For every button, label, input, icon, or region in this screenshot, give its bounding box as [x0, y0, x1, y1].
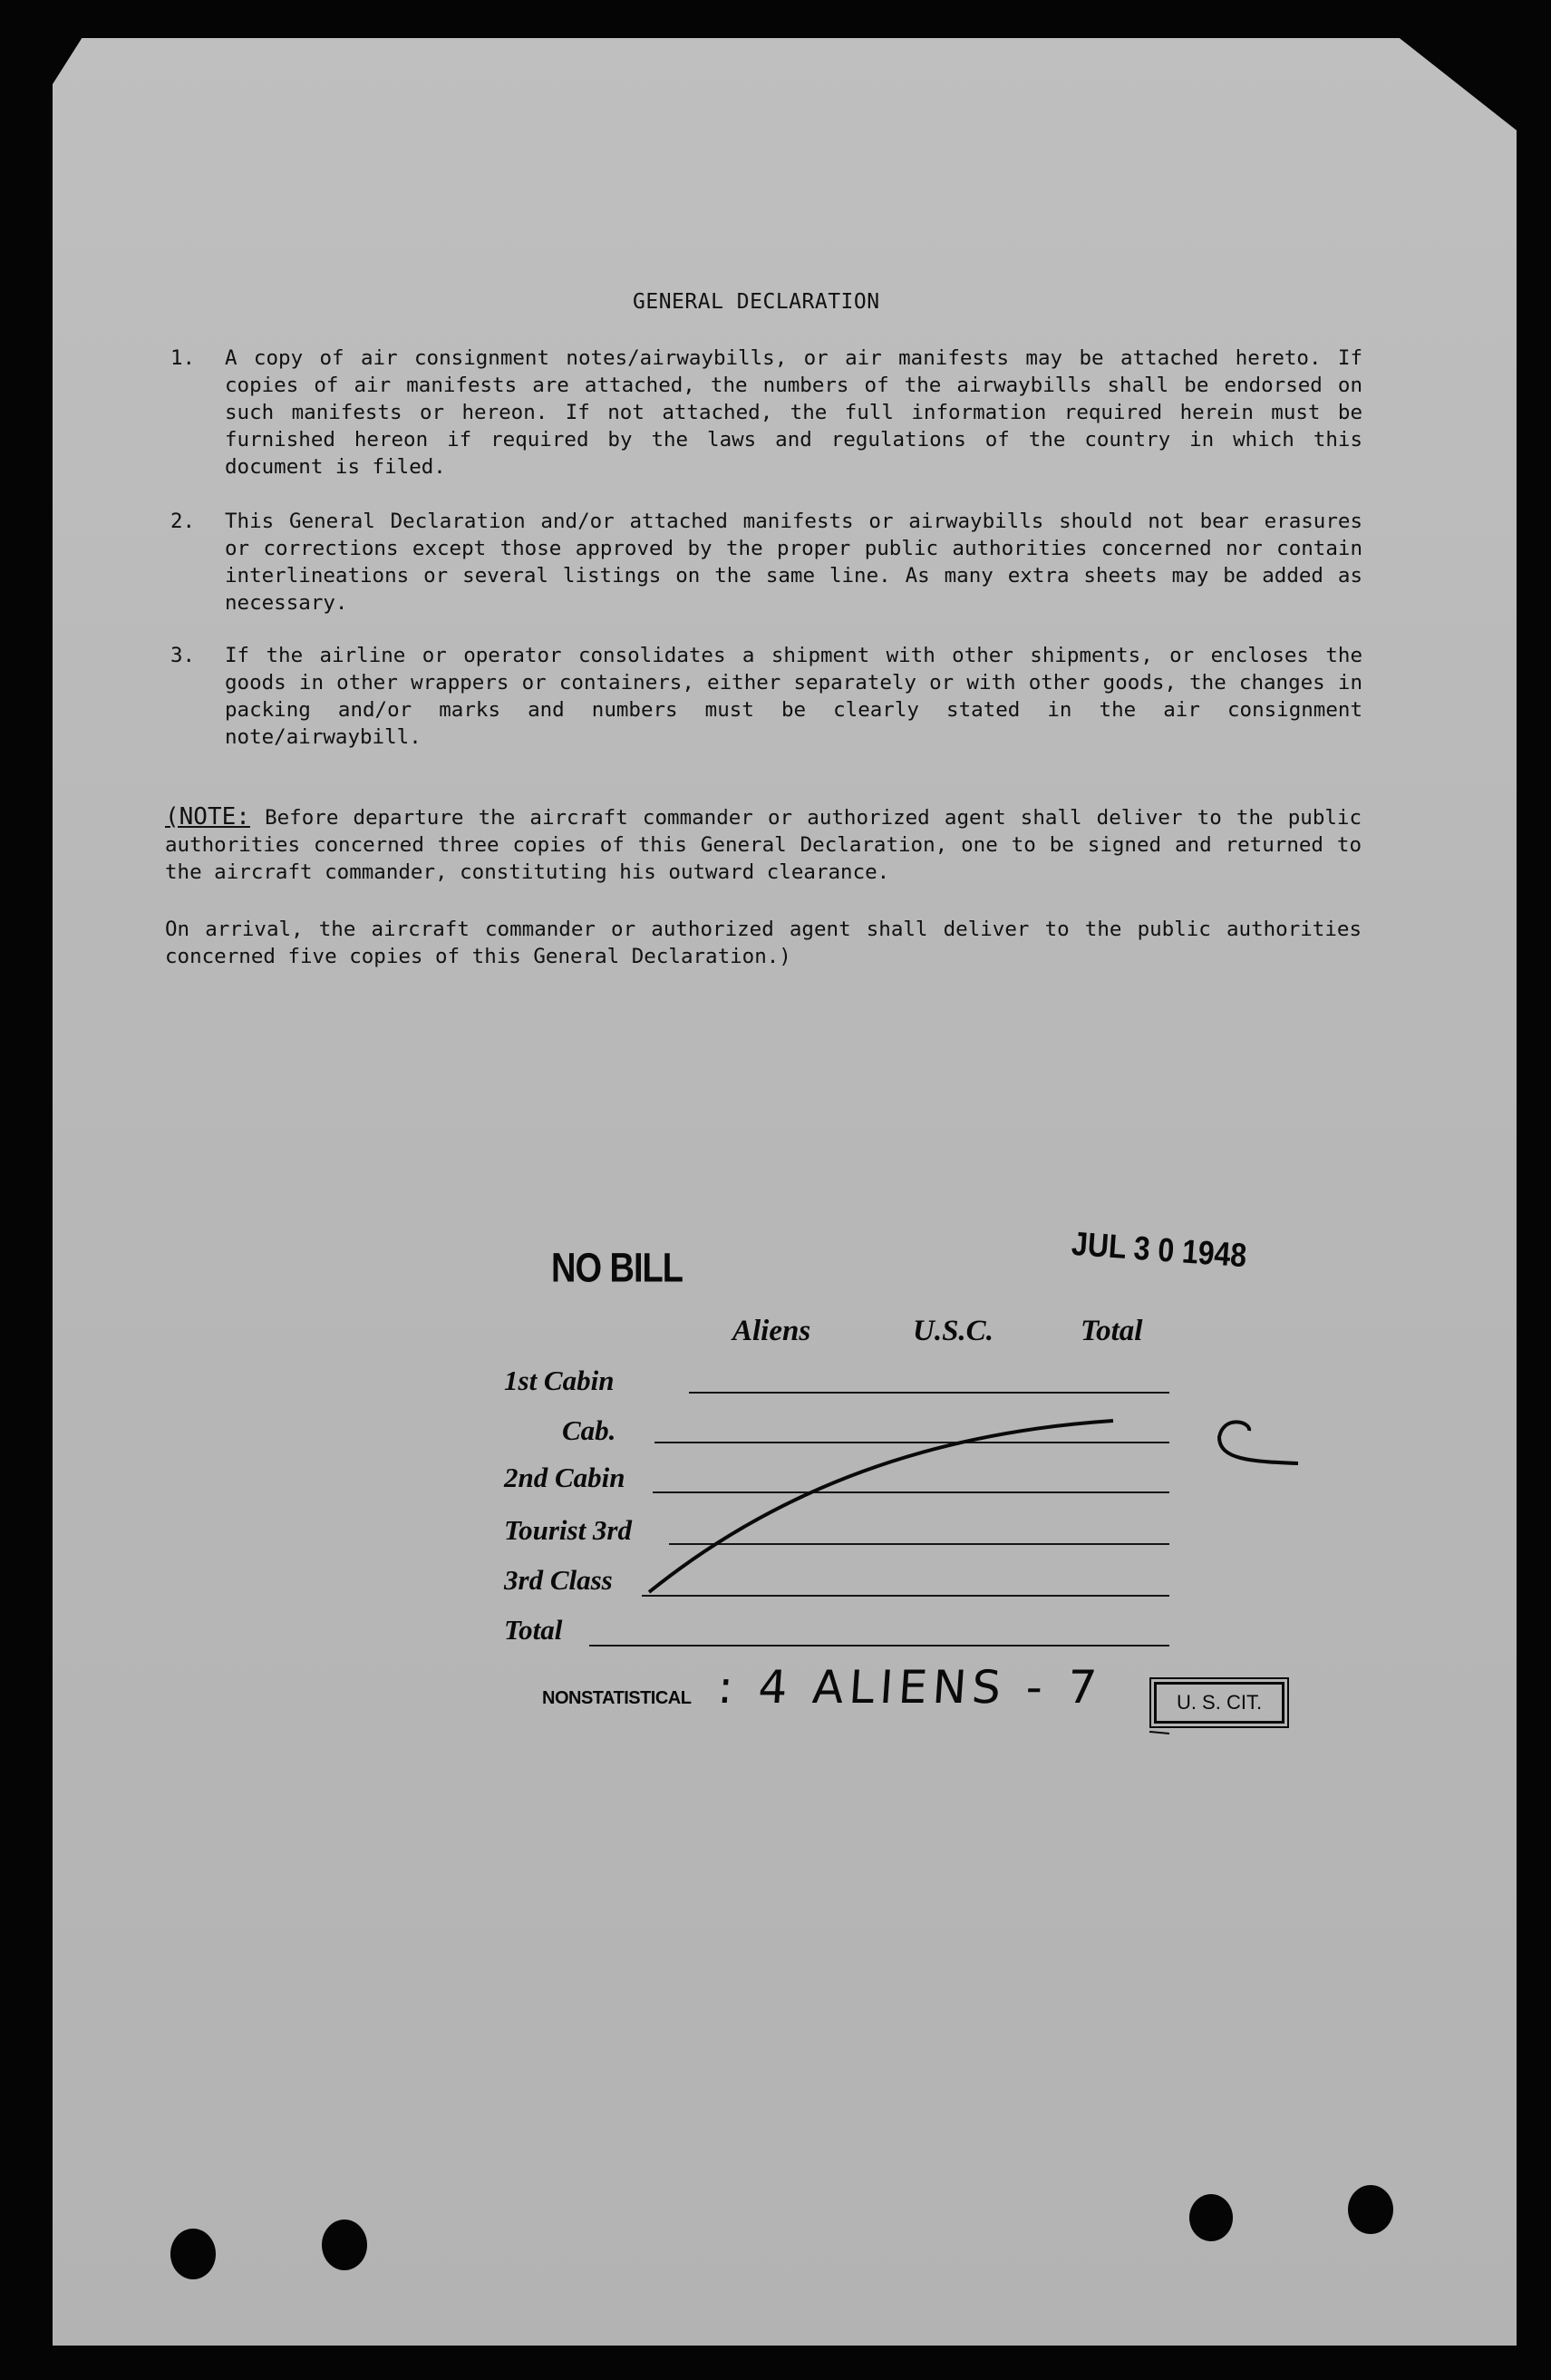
- paragraph-number: 3.: [170, 644, 196, 667]
- underline-mark: [1149, 1732, 1169, 1734]
- column-header-aliens: Aliens: [732, 1315, 811, 1347]
- punch-hole: [1348, 2185, 1393, 2234]
- column-header-usc: U.S.C.: [913, 1315, 994, 1347]
- row-label-second-cabin: 2nd Cabin: [504, 1462, 625, 1493]
- row-label-tourist-third: Tourist 3rd: [504, 1514, 632, 1546]
- nonstatistical-label: NONSTATISTICAL: [542, 1688, 692, 1708]
- note-lead: (NOTE:: [165, 803, 250, 831]
- document-title: GENERAL DECLARATION: [633, 290, 880, 314]
- us-citizen-stamp: U. S. CIT.: [1154, 1682, 1284, 1724]
- row-label-total: Total: [504, 1614, 563, 1646]
- cancel-stroke: [649, 1421, 1113, 1592]
- punch-hole: [170, 2229, 216, 2279]
- row-label-third-class: 3rd Class: [504, 1564, 613, 1596]
- paragraph-number: 1.: [170, 346, 196, 370]
- date-stamp: JUL 3 0 1948: [1070, 1224, 1248, 1275]
- handwritten-alien-count: : 4 ALIENS - 7: [715, 1661, 1104, 1714]
- punch-hole: [322, 2220, 367, 2270]
- note-arrival: On arrival, the aircraft commander or authorized agent shall deliver to the public authorities concerned five copies of this General Declaration.): [165, 918, 1362, 968]
- paragraph-text: If the airline or operator consolidates a shipment with other shipments, or encloses the goods in other wrappers or containers, either separately or with other goods, the changes in packing and/or marks and numbers must be clearly stated in the air consignment note/airwaybill.: [225, 644, 1362, 749]
- circle-mark: [1219, 1422, 1298, 1463]
- row-label-first-cabin: 1st Cabin: [504, 1365, 615, 1396]
- paragraph-number: 2.: [170, 510, 196, 533]
- no-bill-stamp: NO BILL: [551, 1245, 683, 1292]
- paragraph-text: A copy of air consignment notes/airwaybills, or air manifests may be attached hereto. If copies of air manifests are attached, the numbers of the airwaybills shall be endorsed on such manifests or hereon. If not attached, the full information required herein must be furnished hereon if required by the laws and regulations of the country in which this document is filed.: [225, 346, 1362, 479]
- row-label-cab: Cab.: [562, 1414, 616, 1446]
- punch-hole: [1189, 2194, 1233, 2241]
- column-header-total: Total: [1081, 1315, 1143, 1347]
- note-text: Before departure the aircraft commander or authorized agent shall deliver to the public authorities concerned three copies of this General Declaration, one to be signed and returned to the aircraft commander, constituting his outward clearance.: [165, 806, 1362, 884]
- paragraph-text: This General Declaration and/or attached manifests or airwaybills should not bear erasures or corrections except those approved by the proper public authorities concerned nor contain interlineations or several listings on the same line. As many extra sheets may be added as necessary.: [225, 510, 1362, 615]
